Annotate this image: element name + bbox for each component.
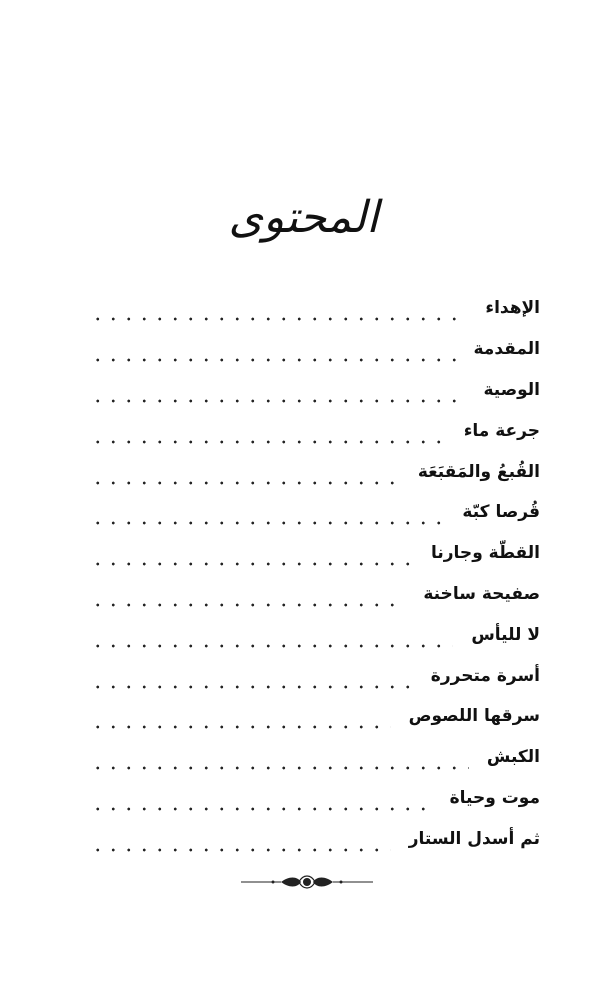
toc-entry[interactable] <box>90 778 540 819</box>
dot-leader <box>90 819 391 859</box>
toc-entry[interactable] <box>90 696 540 737</box>
toc-entry[interactable] <box>90 574 540 615</box>
toc-entry-title: أسرة متحررة <box>430 665 540 686</box>
dot-leader <box>90 696 391 736</box>
toc-entry[interactable] <box>90 533 540 574</box>
toc-entry-title: لا لليأس <box>471 624 540 645</box>
toc-entry[interactable] <box>90 818 540 859</box>
toc-entry[interactable] <box>90 288 540 329</box>
toc-entry[interactable] <box>90 614 540 655</box>
toc-entry-title: قُرصا كبّة <box>462 502 540 523</box>
toc-entry[interactable] <box>90 655 540 696</box>
toc-entry-title: جرعة ماء <box>463 420 540 441</box>
toc-entry-title: الكبش <box>486 747 540 768</box>
toc-entry-title: القُبعُ والمَقبَعَة <box>417 461 540 482</box>
dot-leader <box>90 737 469 777</box>
dot-leader <box>90 778 432 818</box>
toc-entry-title: صفيحة ساخنة <box>423 583 540 604</box>
toc-entry[interactable] <box>90 737 540 778</box>
toc-entry-title: القطّة وجارنا <box>431 543 540 564</box>
page-title: المحتوى <box>228 192 379 243</box>
toc-entry-title: الإهداء <box>485 298 540 319</box>
toc-entry-title: ثم أسدل الستار <box>408 828 540 849</box>
toc-entry[interactable] <box>90 451 540 492</box>
toc-entry-title: الوصية <box>483 379 540 400</box>
toc-entry-title: المقدمة <box>473 339 540 360</box>
toc-entry-title: موت وحياة <box>449 787 540 808</box>
dot-leader <box>90 492 444 532</box>
dot-leader <box>90 574 405 614</box>
dot-leader <box>90 615 453 655</box>
dot-leader <box>90 411 446 451</box>
dot-leader <box>90 533 413 573</box>
dot-leader <box>90 370 465 410</box>
toc-entry[interactable] <box>90 329 540 370</box>
table-of-contents <box>90 288 540 859</box>
toc-entry-title: سرقها اللصوص <box>408 706 540 727</box>
dot-leader <box>90 329 456 369</box>
toc-entry[interactable] <box>90 410 540 451</box>
dot-leader <box>90 288 467 328</box>
toc-entry[interactable] <box>90 492 540 533</box>
toc-entry[interactable] <box>90 370 540 411</box>
dot-leader <box>90 452 400 492</box>
dot-leader <box>90 656 413 696</box>
flourish-divider-icon <box>241 872 373 892</box>
